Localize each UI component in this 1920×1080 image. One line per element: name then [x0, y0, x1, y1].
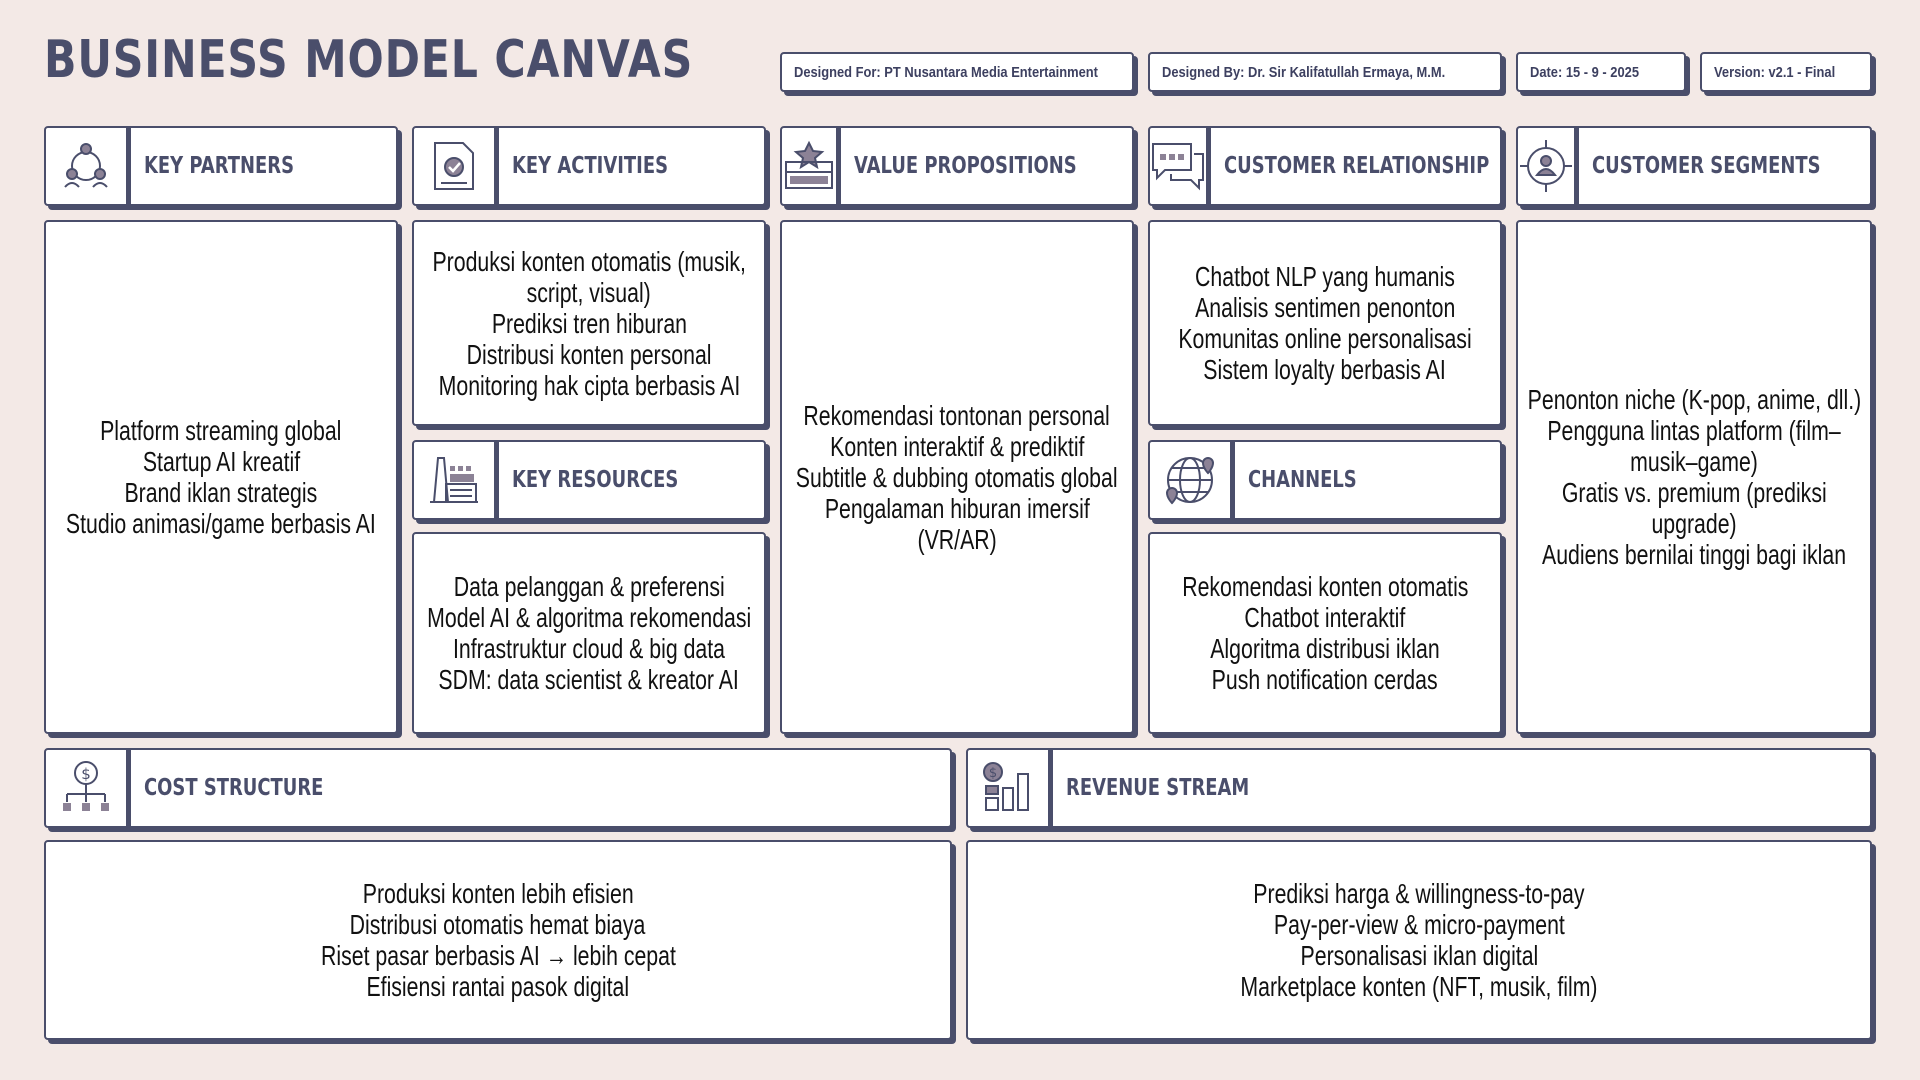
- list-item: Prediksi harga & willingness-to-pay: [1253, 878, 1585, 909]
- key-activities-header: KEY ACTIVITIES: [412, 126, 766, 206]
- list-item: Konten interaktif & prediktif: [829, 430, 1085, 462]
- channels-content: [1148, 532, 1502, 734]
- list-item: Penonton niche (K-pop, anime, dll.): [1527, 384, 1861, 415]
- customer-segments-header: CUSTOMER SEGMENTS: [1516, 126, 1872, 206]
- list-item: Personalisasi iklan digital: [1300, 940, 1538, 971]
- list-item: Prediksi tren hiburan: [491, 307, 687, 339]
- value-propositions-content: [780, 220, 1134, 734]
- cost-structure-content: [44, 840, 952, 1040]
- dollar-bar-chart-icon: [968, 750, 1050, 826]
- list-item: Produksi konten lebih efisien: [362, 878, 634, 909]
- channels-header: CHANNELS: [1148, 440, 1502, 520]
- list-item: script, visual): [526, 276, 652, 308]
- star-box-icon: [782, 128, 838, 204]
- customer-relationship-header: CUSTOMER RELATIONSHIP: [1148, 126, 1502, 206]
- revenue-stream-content: [966, 840, 1872, 1040]
- list-item: Distribusi otomatis hemat biaya: [350, 909, 646, 940]
- globe-pin-icon: [1150, 442, 1232, 518]
- list-item: Pay-per-view & micro-payment: [1273, 909, 1565, 940]
- list-item: Monitoring hak cipta berbasis AI: [438, 369, 740, 401]
- key-activities-content: [412, 220, 766, 426]
- date-field: Date: 15 - 9 - 2025: [1516, 52, 1686, 92]
- list-item: Efisiensi rantai pasok digital: [366, 971, 630, 1002]
- customer-segments-content: [1516, 220, 1872, 734]
- list-item: Startup AI kreatif: [142, 446, 300, 477]
- value-propositions-header: VALUE PROPOSITIONS: [780, 126, 1134, 206]
- list-item: Distribusi konten personal: [466, 338, 712, 370]
- chat-bubbles-icon: [1150, 128, 1208, 204]
- list-item: Model AI & algoritma rekomendasi: [426, 602, 752, 633]
- list-item: Subtitle & dubbing otomatis global: [796, 461, 1118, 493]
- designed-by-field: Designed By: Dr. Sir Kalifatullah Ermaya, M.M.: [1148, 52, 1502, 92]
- list-item: musik–game): [1630, 446, 1758, 477]
- list-item: Riset pasar berbasis AI → lebih cepat: [320, 940, 676, 971]
- list-item: Gratis vs. premium (prediksi: [1561, 477, 1827, 508]
- list-item: Chatbot NLP yang humanis: [1195, 261, 1455, 292]
- key-resources-header: KEY RESOURCES: [412, 440, 766, 520]
- list-item: Infrastruktur cloud & big data: [452, 633, 726, 664]
- clipboard-check-icon: [414, 128, 496, 204]
- list-item: Push notification cerdas: [1212, 664, 1438, 695]
- list-item: Data pelanggan & preferensi: [453, 571, 725, 602]
- people-network-icon: [46, 128, 128, 204]
- cost-structure-header: $ COST STRUCTURE: [44, 748, 952, 828]
- key-partners-header: KEY PARTNERS: [44, 126, 398, 206]
- list-item: Brand iklan strategis: [124, 477, 318, 508]
- key-resources-content: [412, 532, 766, 734]
- list-item: Rekomendasi tontonan personal: [803, 399, 1111, 431]
- list-item: Algoritma distribusi iklan: [1210, 633, 1440, 664]
- list-item: Analisis sentimen penonton: [1194, 292, 1456, 323]
- svg-text:$: $: [988, 766, 998, 781]
- list-item: SDM: data scientist & kreator AI: [438, 664, 740, 695]
- list-item: Audiens bernilai tinggi bagi iklan: [1541, 539, 1847, 570]
- list-item: Rekomendasi konten otomatis: [1181, 571, 1469, 602]
- customer-relationship-content: [1148, 220, 1502, 426]
- factory-icon: [414, 442, 496, 518]
- list-item: (VR/AR): [917, 523, 997, 555]
- svg-text:$: $: [81, 765, 91, 783]
- list-item: Pengguna lintas platform (film–: [1547, 415, 1841, 446]
- user-target-icon: [1518, 128, 1576, 204]
- designed-for-field: Designed For: PT Nusantara Media Entertainment: [780, 52, 1134, 92]
- list-item: Komunitas online personalisasi: [1178, 323, 1472, 354]
- list-item: Sistem loyalty berbasis AI: [1203, 354, 1447, 385]
- page-title: BUSINESS MODEL CANVAS: [44, 30, 694, 90]
- list-item: Chatbot interaktif: [1244, 602, 1406, 633]
- key-partners-content: [44, 220, 398, 734]
- list-item: upgrade): [1651, 508, 1737, 539]
- version-field: Version: v2.1 - Final: [1700, 52, 1872, 92]
- revenue-stream-header: $ REVENUE STREAM: [966, 748, 1872, 828]
- list-item: Produksi konten otomatis (musik,: [432, 245, 746, 277]
- list-item: Studio animasi/game berbasis AI: [66, 508, 376, 539]
- list-item: Platform streaming global: [100, 415, 342, 446]
- list-item: Marketplace konten (NFT, musik, film): [1240, 971, 1598, 1002]
- dollar-hierarchy-icon: [46, 750, 128, 826]
- list-item: Pengalaman hiburan imersif: [824, 492, 1090, 524]
